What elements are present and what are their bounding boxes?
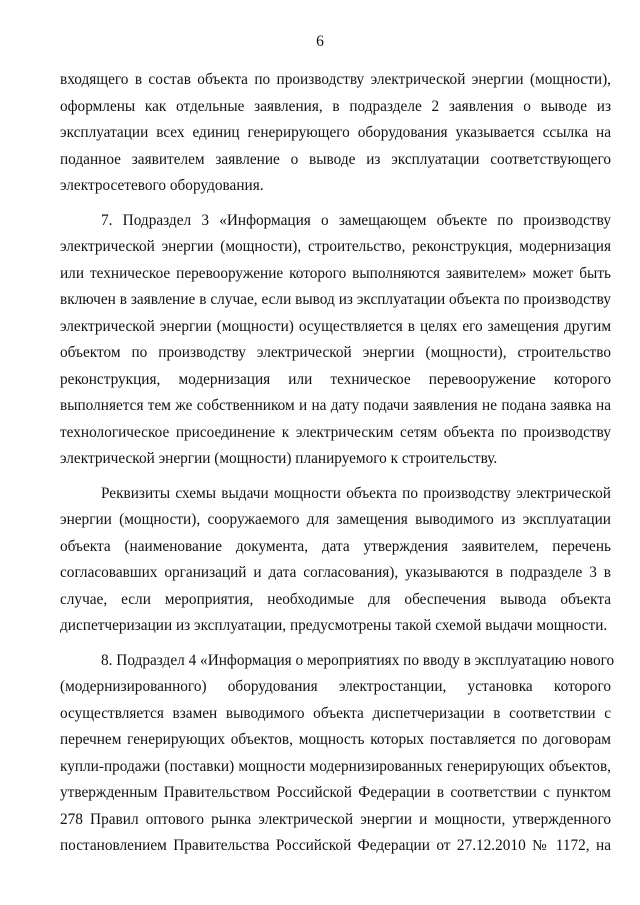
text-line: постановлением Правительства Российской Федерации от 27.12.2010 № 1172, на — [60, 837, 611, 854]
text-line: перечнем генерирующих объектов, мощность которых поставляется по договорам — [60, 731, 611, 748]
text-line: эксплуатации всех единиц генерирующего оборудования указывается ссылка на — [60, 124, 611, 141]
text-line: утвержденным Правительством Российской Федерации в соответствии с пунктом — [60, 784, 611, 801]
text-line: (модернизированного) оборудования электростанции, установка которого — [60, 678, 611, 695]
document-body — [60, 67, 615, 860]
text-line: диспетчеризации из эксплуатации, предусмотрены такой схемой выдачи мощности. — [60, 617, 608, 634]
text-line: поданное заявителем заявление о выводе из эксплуатации соответствующего — [60, 150, 611, 168]
text-line: выполняется тем же собственником и на дату подачи заявления не подана заявка на — [60, 397, 611, 414]
paragraph-item-8 — [60, 648, 615, 860]
text-line: 278 Правил оптового рынка электрической энергии и мощности, утвержденного — [60, 810, 611, 828]
text-line: купли-продажи (поставки) мощности модернизированных генерирующих объектов, — [60, 757, 611, 775]
text-line: Реквизиты схемы выдачи мощности объекта по производству электрической — [101, 484, 611, 502]
text-line: согласовавших организаций и дата согласования), указываются в подразделе 3 в — [60, 564, 611, 581]
text-line: включен в заявление в случае, если вывод из эксплуатации объекта по производству — [60, 291, 611, 308]
text-line: электросетевого оборудования. — [60, 177, 264, 194]
text-line: электрической энергии (мощности) планируемого к строительству. — [60, 450, 498, 467]
text-line: входящего в состав объекта по производству электрической энергии (мощности), — [60, 71, 611, 88]
text-line: электрической энергии (мощности), строительство, реконструкция, модернизация — [60, 238, 611, 255]
text-line: реконструкция, модернизация или техническое перевооружение которого — [60, 370, 611, 388]
paragraph-item-7 — [60, 208, 611, 473]
text-line: электрической энергии (мощности) осуществляется в целях его замещения другим — [60, 317, 611, 335]
text-line: объекта (наименование документа, дата утверждения заявителем, перечень — [60, 537, 611, 555]
page-number: 6 — [316, 33, 324, 50]
paragraph-continuation — [60, 67, 611, 200]
text-line: или техническое перевооружение которого выполняются заявителем» может быть — [60, 264, 611, 282]
text-line: энергии (мощности), сооружаемого для замещения выводимого из эксплуатации — [60, 511, 611, 528]
text-line: 7. Подраздел 3 «Информация о замещающем объекте по производству — [101, 211, 611, 229]
paragraph-requisites — [60, 481, 611, 640]
text-line: объектом по производству электрической энергии (мощности), строительство — [60, 344, 611, 361]
text-line: технологическое присоединение к электрическим сетям объекта по производству — [60, 423, 611, 441]
text-line: оформлены как отдельные заявления, в подразделе 2 заявления о выводе из — [60, 97, 611, 115]
text-line: 8. Подраздел 4 «Информация о мероприятиях по вводу в эксплуатацию нового — [101, 651, 615, 669]
text-line: случае, если мероприятия, необходимые для обеспечения вывода объекта — [60, 590, 611, 608]
text-line: осуществляется взамен выводимого объекта диспетчеризации в соответствии с — [60, 704, 611, 722]
